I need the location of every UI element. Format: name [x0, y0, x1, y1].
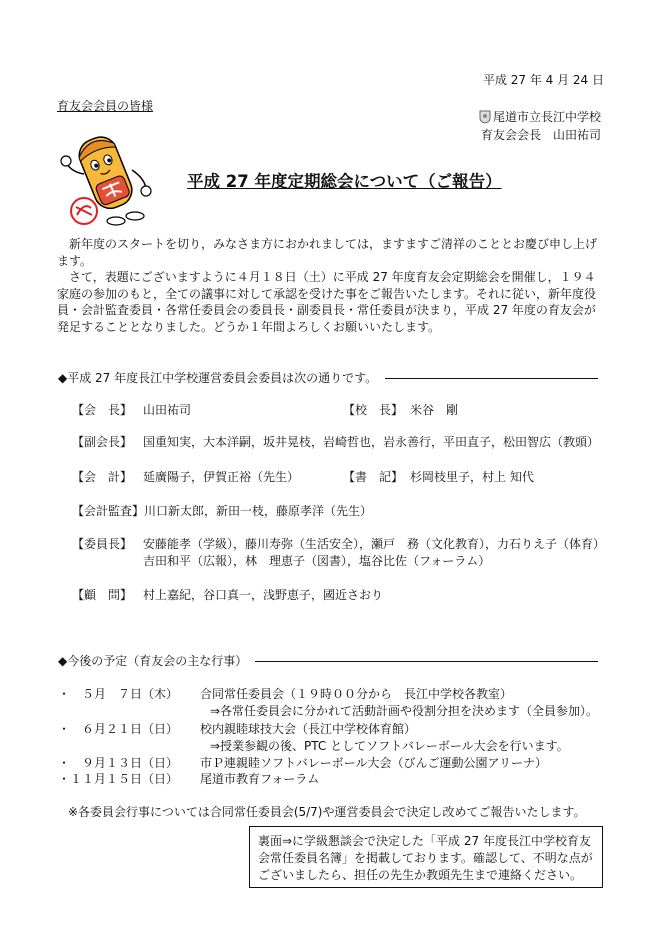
schedule-date: ・ ５月 ７日（木） [58, 687, 179, 701]
schedule-event: 校内親睦球技大会（長江中学校体育館） [200, 722, 417, 736]
school-name: 尾道市立長江中学校 [492, 110, 601, 124]
schedule-heading [58, 653, 598, 669]
schedule-detail: ⇒授業参観の後、PTC としてソフトバレーボール大会を行います。 [210, 739, 569, 753]
intro-line: 新年度のスタートを切り，みなさま方におかれましては，ますますご清祥のこととお慶び申し上げ [57, 237, 598, 251]
schedule-event: 合同常任委員会（１９時００分から 長江中学校各教室） [200, 687, 513, 701]
sender-name: 育友会会長 山田祐司 [480, 128, 601, 142]
committee-row-treasurer-secretary [0, 469, 663, 485]
role-label: 【副会長】 [72, 435, 133, 449]
schedule-item-detail [0, 738, 663, 754]
schedule-item [0, 686, 663, 702]
school-mascot-illustration [58, 128, 153, 228]
auditors-line [72, 503, 372, 519]
intro-line: 員・会計監査委員・各常任委員会の委員長・副委員長・常任委員が決まり，平成 27 年度の育友会が [57, 303, 596, 318]
notice-box [249, 826, 603, 888]
addressee: 育友会会員の皆様 [57, 99, 154, 113]
schedule-date: ・ ９月１３日（日） [58, 756, 179, 770]
role-names: 杉岡枝里子，村上 知代 [410, 470, 534, 484]
notice-line: ございましたら、担任の先生か教頭先生まで連絡ください。 [258, 868, 583, 882]
committee-row-vice-presidents [0, 434, 663, 450]
role-names: 米谷 剛 [410, 403, 459, 417]
role-names: 吉田和平（広報），林 理恵子（図書），塩谷比佐（フォーラム） [143, 554, 491, 568]
role-names: 山田祐司 [143, 403, 192, 417]
intro-paragraph [57, 236, 597, 336]
heading-rule [255, 661, 598, 662]
schedule-item [0, 755, 663, 771]
role-label: 【校 長】 [343, 403, 404, 417]
schedule-date: ・１１月１５日（日） [58, 772, 179, 786]
schedule-item-detail [0, 703, 663, 719]
schedule-event: 尾道市教育フォーラム [200, 772, 320, 786]
red-seal-icon [71, 198, 97, 224]
committee-row-chairs-continued [0, 553, 663, 569]
schedule-heading-text: ◆今後の予定（育友会の主な行事） [58, 654, 248, 668]
schedule-item [0, 771, 663, 787]
intro-line: さて，表題にございますように４月１８日（土）に平成 27 年度育友会定期総会を開催し，１９４ [57, 270, 596, 285]
role-names: 延廣陽子，伊賀正裕（先生） [143, 470, 300, 484]
intro-line: 発足することとなりました。どうか１年間よろしくお願いいたします。 [57, 319, 441, 334]
school-emblem-icon [479, 110, 491, 124]
role-label: 【書 記】 [343, 470, 404, 484]
schedule-detail: ⇒各常任委員会に分かれて活動計画や役割分担を決めます（全員参加）。 [210, 704, 599, 718]
notice-line: 裏面⇒に学級懇談会で決定した「平成 27 年度長江中学校育友 [258, 834, 591, 848]
schedule-date: ・ ６月２１日（日） [58, 722, 179, 736]
role-names: 国重知実，大本洋嗣，坂井晃枝，岩崎哲也，岩永善行，平田直子，松田智広（教頭） [143, 435, 600, 449]
committee-heading [58, 370, 598, 386]
intro-line: ます。 [57, 253, 93, 268]
document-title: 平成 27 年度定期総会について（ご報告） [187, 172, 502, 191]
role-names: 川口新太郎，新田一枝，藤原孝洋（先生） [144, 504, 373, 518]
role-label: 【顧 問】 [72, 588, 133, 602]
role-names: 安藤能孝（学級），藤川寿弥（生活安全），瀬戸 務（文化教育），力石りえ子（体育） [143, 537, 606, 551]
schedule-item [0, 721, 663, 737]
schedule-event: 市Ｐ連親睦ソフトバレーボール大会（びんご運動公園アリーナ） [200, 756, 548, 770]
sender-block [479, 108, 601, 144]
role-label: 【会 計】 [72, 470, 133, 484]
mascot-feet [107, 212, 144, 225]
role-label: 【会計監査】 [72, 504, 145, 518]
committee-row-chairs [0, 536, 663, 552]
committee-row-auditors [0, 503, 663, 519]
role-label: 【委員長】 [72, 537, 133, 551]
committee-row-advisors [0, 587, 663, 603]
role-names: 村上嘉紀，谷口真一，浅野恵子，國近さおり [143, 588, 384, 602]
school-line [479, 108, 601, 126]
notice-line: 会常任委員名簿」を掲載しております。確認して、不明な点が [258, 851, 593, 865]
committee-heading-text: ◆平成 27 年度長江中学校運営委員会委員は次の通りです。 [58, 371, 378, 385]
heading-rule [385, 378, 598, 379]
issue-date: 平成 27 年 4 月 24 日 [482, 73, 604, 87]
intro-line: 家庭の参加のもと，全ての議事に対して承認を受けた事をご報告いたします。それに従い，新年度役 [57, 286, 597, 301]
committee-row-president [0, 402, 663, 418]
role-label: 【会 長】 [72, 403, 133, 417]
committee-events-note: ※各委員会行事については合同常任委員会(5/7)や運営委員会で決定し改めてご報告いたします。 [68, 805, 586, 819]
